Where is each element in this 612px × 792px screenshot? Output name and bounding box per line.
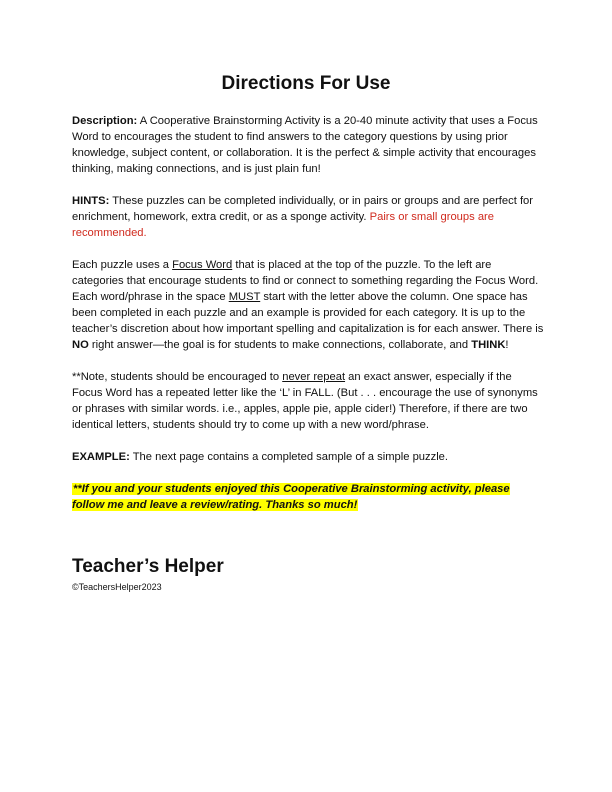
hints-paragraph	[72, 193, 544, 241]
puzzle-text-2: that is placed at the top of the puzzle. To the left are categories that encourage students to find or connect to something regarding the Focus Word. Each word/phrase in the space	[72, 259, 539, 303]
puzzle-text-3: start with the letter above the column. One space has been completed in each puzzle and an example is provided for each category. It is up to the teacher’s discretion about how important spelling and capitalization is for each answer. There is	[72, 291, 544, 335]
brand-logo-text: Teacher’s Helper	[72, 556, 224, 577]
example-label: EXAMPLE:	[72, 451, 130, 463]
description-label: Description:	[72, 115, 138, 127]
description-text: A Cooperative Brainstorming Activity is a 20-40 minute activity that uses a Focus Word to encourages the student to find answers to the category questions by using prior knowledge, subject content, or collaboration. It is the perfect & simple activity that encourages thinking, making connections, and is just plain fun!	[72, 115, 538, 175]
think-term: THINK	[471, 339, 506, 351]
note-paragraph	[72, 369, 544, 433]
note-text-2: an exact answer, especially if the Focus Word has a repeated letter like the ‘L’ in FALL. (But . . . encourage the use of synonyms or phrases with similar words. i.e., apples, apple pie, apple cider!) Therefore, if there are two identical letters, students should try to come up with a new word/phrase.	[72, 371, 538, 431]
hints-recommendation: Pairs or small groups are recommended.	[72, 211, 494, 239]
no-term: NO	[72, 339, 89, 351]
focus-word-term: Focus Word	[172, 259, 233, 271]
example-paragraph	[72, 449, 544, 465]
copyright-text: ©TeachersHelper2023	[72, 582, 162, 592]
hints-label: HINTS:	[72, 195, 110, 207]
page-title: Directions For Use	[221, 73, 391, 94]
puzzle-text-5: !	[505, 339, 509, 351]
example-text: The next page contains a completed sample of a simple puzzle.	[129, 451, 449, 463]
never-repeat-term: never repeat	[282, 371, 346, 383]
hints-text: These puzzles can be completed individually, or in pairs or groups and are perfect for enrichment, homework, extra credit, or as a sponge activity.	[72, 195, 533, 223]
puzzle-paragraph	[72, 257, 544, 353]
review-paragraph	[72, 481, 544, 513]
must-term: MUST	[228, 291, 261, 303]
directions-body	[72, 113, 544, 529]
puzzle-text-1: Each puzzle uses a	[72, 259, 173, 271]
note-text-1: **Note, students should be encouraged to	[72, 371, 283, 383]
description-paragraph	[72, 113, 544, 177]
puzzle-text-4: right answer—the goal is for students to make connections, collaborate, and	[88, 339, 472, 351]
review-request: **If you and your students enjoyed this Cooperative Brainstorming activity, please follow me and leave a review/rating. Thanks so much!	[72, 483, 510, 511]
